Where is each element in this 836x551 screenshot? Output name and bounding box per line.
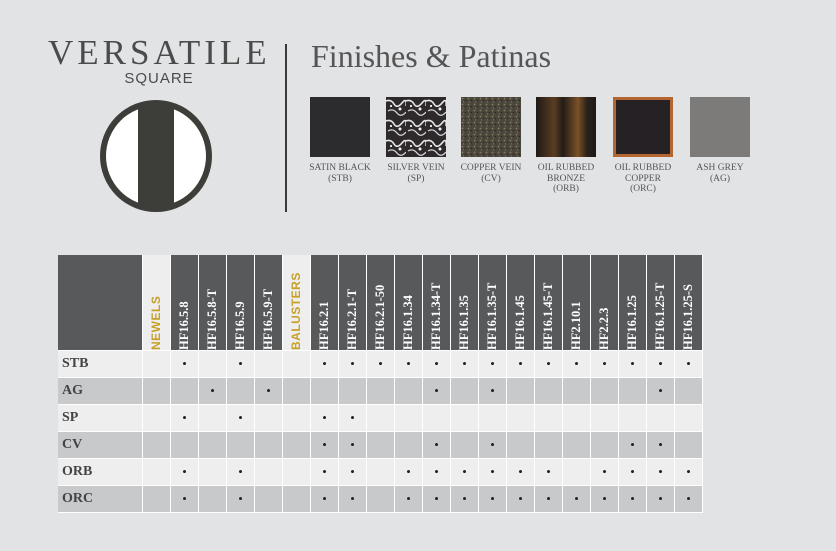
finish-compatibility-table [58,255,703,513]
column-header-label: HF16.1.25-S [681,284,695,350]
table-cell [563,378,591,405]
table-cell: • [395,351,423,378]
table-cell: • [535,486,563,513]
finish-swatch [386,97,446,157]
column-header [171,255,199,351]
table-cell: • [479,378,507,405]
table-cell [283,378,311,405]
table-cell [423,405,451,432]
table-cell: • [647,351,675,378]
table-corner [58,255,143,351]
table-cell [563,432,591,459]
table-cell [199,405,227,432]
table-cell [143,378,171,405]
table-cell: • [311,459,339,486]
table-cell [647,405,675,432]
column-header-label: HF2.10.1 [569,301,583,350]
table-cell: • [171,486,199,513]
table-cell [143,459,171,486]
table-cell [171,378,199,405]
table-cell [535,405,563,432]
table-cell [507,405,535,432]
column-header [339,255,367,351]
table-cell: • [199,378,227,405]
brand-title: VERSATILE [48,33,271,72]
table-cell: • [171,405,199,432]
table-cell: • [647,378,675,405]
table-cell [535,432,563,459]
header-divider [285,44,287,212]
table-cell: • [507,486,535,513]
table-cell [199,486,227,513]
table-cell: • [647,459,675,486]
table-cell [311,378,339,405]
table-cell [255,405,283,432]
table-cell: • [227,459,255,486]
table-cell: • [227,486,255,513]
table-cell: • [451,351,479,378]
finish-swatch-label [451,163,531,184]
table-cell [199,351,227,378]
table-cell: • [339,351,367,378]
column-header-label: BALUSTERS [289,272,303,350]
row-label: STB [58,351,143,378]
table-cell: • [619,432,647,459]
table-cell: • [339,405,367,432]
profile-cross-section-icon [98,98,214,214]
table-cell [367,432,395,459]
table-cell [367,405,395,432]
table-cell: • [339,459,367,486]
table-cell: • [535,351,563,378]
column-header-label: HF16.5.8-T [205,288,219,350]
column-header [311,255,339,351]
row-label: ORB [58,459,143,486]
table-cell: • [227,405,255,432]
column-header [507,255,535,351]
table-cell [255,459,283,486]
table-cell [255,432,283,459]
column-header [423,255,451,351]
table-row [58,351,703,378]
table-cell: • [675,459,703,486]
column-header-label: HF16.1.45 [513,295,527,350]
column-header [591,255,619,351]
finish-swatch-label [680,163,760,184]
table-cell: • [171,459,199,486]
table-cell [143,432,171,459]
column-header [647,255,675,351]
finish-swatch-label-line: (SP) [407,173,425,184]
table-cell [619,405,647,432]
column-header-label: HF16.1.25-T [653,282,667,350]
column-header-label: HF16.2.1-50 [373,284,387,350]
column-header [199,255,227,351]
table-cell: • [339,432,367,459]
table-cell: • [619,459,647,486]
column-header-label: HF16.1.35-T [485,282,499,350]
table-cell: • [395,486,423,513]
table-cell [591,405,619,432]
column-header [619,255,647,351]
table-cell [367,459,395,486]
row-label: AG [58,378,143,405]
finish-swatch-label-line: (ORC) [630,184,656,194]
table-row [58,378,703,405]
brand-subtitle: SQUARE [124,70,194,87]
table-cell: • [619,351,647,378]
table-cell: • [423,432,451,459]
finish-swatch [613,97,673,157]
table-cell: • [311,351,339,378]
column-header [563,255,591,351]
finish-swatch-label-line: OIL RUBBED [614,163,672,173]
table-cell [591,378,619,405]
table-cell [591,432,619,459]
column-group-header [283,255,311,351]
table-cell: • [535,459,563,486]
table-cell: • [563,351,591,378]
table-cell [367,486,395,513]
column-header-label: HF2.2.3 [597,307,611,350]
column-header-label: NEWELS [149,295,163,350]
table-cell [143,405,171,432]
table-cell [675,405,703,432]
column-header [255,255,283,351]
table-cell: • [591,459,619,486]
finish-swatch-label-line: (ORB) [553,184,579,194]
table-cell: • [479,351,507,378]
table-cell: • [451,459,479,486]
table-cell: • [395,459,423,486]
finish-swatch [690,97,750,157]
table-cell [199,432,227,459]
table-cell: • [255,378,283,405]
column-header-label: HF16.5.8 [177,301,191,350]
table-cell [367,378,395,405]
column-header-label: HF16.2.1-T [345,288,359,350]
table-cell: • [311,405,339,432]
finish-swatch-label-line: SILVER VEIN [387,163,445,173]
column-header-label: HF16.1.34 [401,295,415,350]
table-cell [283,459,311,486]
table-cell [619,378,647,405]
table-row [58,432,703,459]
table-row [58,486,703,513]
finish-swatch-label [376,163,456,184]
table-cell: • [339,486,367,513]
finish-swatch-label-line: (AG) [709,173,731,184]
table-cell [143,351,171,378]
table-cell [675,432,703,459]
column-header [479,255,507,351]
table-row [58,405,703,432]
column-header-label: HF16.1.34-T [429,282,443,350]
brand-block [48,34,270,87]
column-group-header [143,255,171,351]
table-cell [255,351,283,378]
column-header-label: HF16.1.25 [625,295,639,350]
table-cell [227,432,255,459]
table-cell: • [423,486,451,513]
table-cell: • [479,459,507,486]
table-cell [283,486,311,513]
table-cell: • [591,486,619,513]
column-header-label: HF16.5.9-T [261,288,275,350]
table-cell: • [367,351,395,378]
table-cell [395,405,423,432]
table-cell [283,351,311,378]
table-cell: • [423,378,451,405]
finish-swatch-label-line: SATIN BLACK [309,163,371,173]
finish-swatch [536,97,596,157]
table-cell: • [451,486,479,513]
table-cell: • [507,459,535,486]
table-cell: • [479,432,507,459]
table-cell [563,459,591,486]
table-cell: • [647,432,675,459]
table-cell [507,432,535,459]
table-cell [451,378,479,405]
table-cell [479,405,507,432]
table-cell: • [507,351,535,378]
finish-swatch-label-line: COPPER VEIN [460,163,522,173]
column-header [535,255,563,351]
finish-swatch [461,97,521,157]
table-cell [507,378,535,405]
table-cell [563,405,591,432]
column-header [367,255,395,351]
finish-swatch-label [526,163,606,195]
table-cell: • [227,351,255,378]
table-cell [339,378,367,405]
table-cell: • [423,459,451,486]
table-cell [227,378,255,405]
column-header-label: HF16.5.9 [233,301,247,350]
table-cell: • [171,351,199,378]
table-cell [143,486,171,513]
table-row [58,459,703,486]
column-header-label: HF16.2.1 [317,301,331,350]
finish-swatch-label-line: ASH GREY [696,163,744,173]
finish-swatch [310,97,370,157]
row-label: SP [58,405,143,432]
column-header-label: HF16.1.35 [457,295,471,350]
table-cell: • [311,432,339,459]
table-cell [675,378,703,405]
table-cell [199,459,227,486]
column-header [395,255,423,351]
table-cell: • [675,486,703,513]
table-cell: • [423,351,451,378]
finish-swatch-label-line: COPPER [625,173,661,184]
table-cell: • [311,486,339,513]
table-cell [395,378,423,405]
finishes-title: Finishes & Patinas [311,38,552,74]
table-cell: • [591,351,619,378]
table-cell [283,405,311,432]
table-cell [255,486,283,513]
table-cell: • [479,486,507,513]
table-cell [283,432,311,459]
finish-swatch-label-line: BRONZE [547,173,585,184]
finish-swatch-label-line: (CV) [481,173,501,184]
table-cell: • [675,351,703,378]
table-cell [395,432,423,459]
finish-swatch-label-line: OIL RUBBED [537,163,595,173]
table-cell: • [619,486,647,513]
column-header [451,255,479,351]
table-cell: • [563,486,591,513]
row-label: CV [58,432,143,459]
finish-swatch-label [300,163,380,184]
column-header-label: HF16.1.45-T [541,282,555,350]
finish-swatch-label [603,163,683,195]
table-cell [171,432,199,459]
column-header [675,255,703,351]
table-cell [451,405,479,432]
column-header [227,255,255,351]
finish-swatch-label-line: (STB) [328,173,352,184]
table-cell [535,378,563,405]
row-label: ORC [58,486,143,513]
table-cell: • [647,486,675,513]
table-cell [451,432,479,459]
